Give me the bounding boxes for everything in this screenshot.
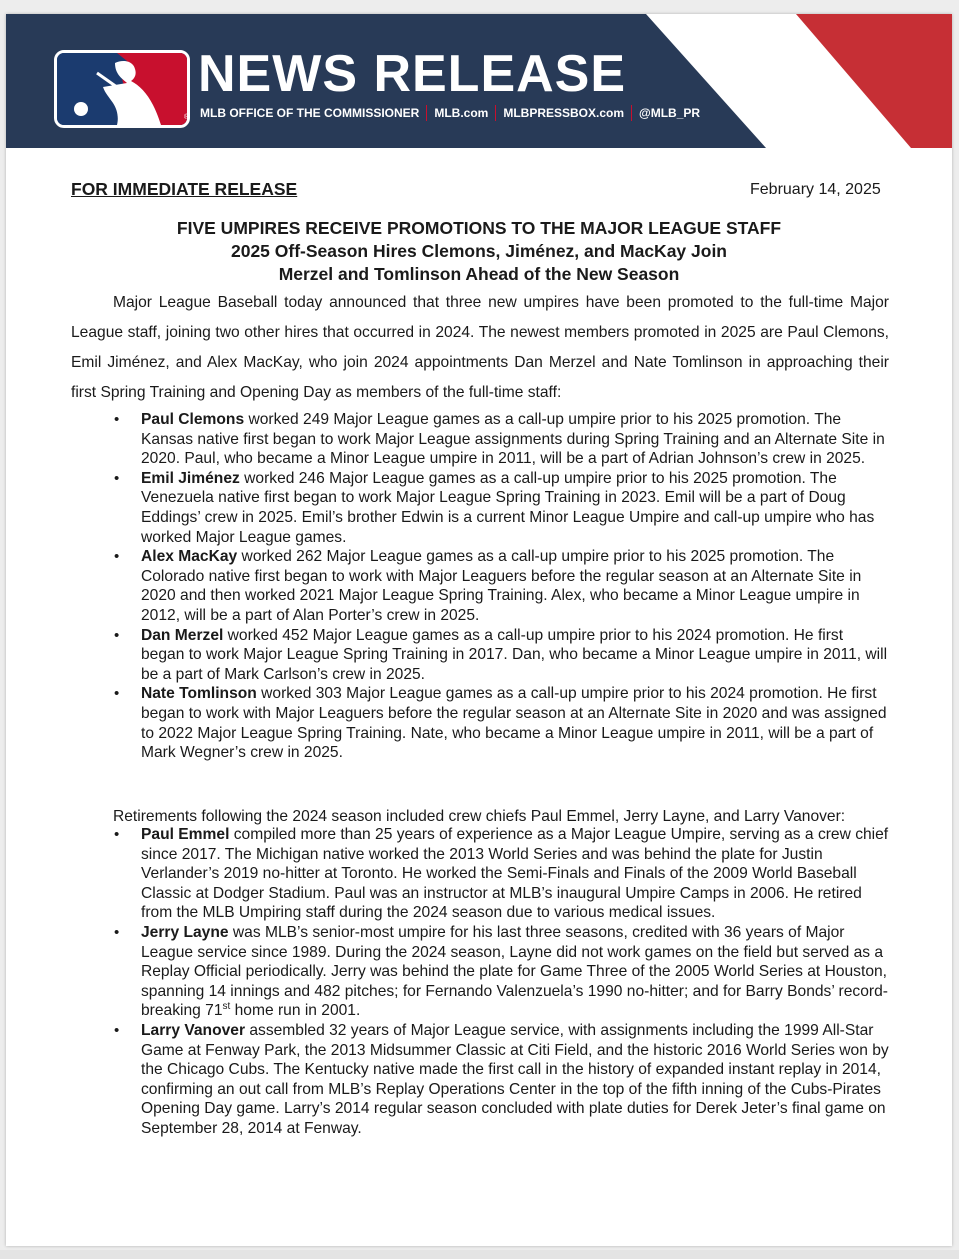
banner-title: NEWS RELEASE bbox=[198, 45, 627, 103]
bullet-icon: • bbox=[114, 1021, 120, 1039]
umpire-name: Jerry Layne bbox=[141, 923, 229, 941]
umpire-bio: worked 246 Major League games as a call-up umpire prior to his 2025 promotion. The Venezuela native first began to work Major League Spring Training in 2023. Emil will be a part of Doug Eddings’ crew in 2025. Emil’s brother Edwin is a current Minor League Umpire and call-up umpire who has worked Major League games. bbox=[141, 469, 875, 546]
list-item bbox=[71, 684, 889, 762]
document-page bbox=[6, 14, 952, 1246]
headline bbox=[6, 217, 952, 286]
intro-text: Major League Baseball today announced that three new umpires have been promoted to the full-time Major League staff, joining two other hires that occurred in 2024. The newest members promoted in 2025 are Paul Clemons, Emil Jiménez, and Alex MacKay, who join 2024 appointments Dan Merzel and Nate Tomlinson in approaching their first Spring Training and Opening Day as members of the full-time staff: bbox=[71, 294, 889, 401]
list-item bbox=[71, 469, 889, 547]
trademark-mark: ® bbox=[184, 114, 190, 121]
ordinal-suffix: st bbox=[222, 1001, 231, 1013]
mlb-logo bbox=[54, 50, 190, 128]
list-item bbox=[71, 626, 889, 685]
bullet-icon: • bbox=[114, 923, 120, 941]
intro-paragraph bbox=[71, 288, 889, 408]
news-release-banner bbox=[6, 14, 952, 148]
headline-line-2: 2025 Off-Season Hires Clemons, Jiménez, and MacKay Join bbox=[230, 241, 727, 261]
umpire-bio: was MLB’s senior-most umpire for his last three seasons, credited with 36 years of Major League service since 1989. During the 2024 season, Layne did not work games on the field but served as a Replay Official periodically. Jerry was behind the plate for Game Three of the 2005 World Series at Houston, spanning 14 innings and 482 pitches; for Fernando Valenzuela’s 1990 no-hitter; and for Barry Bonds’ record-breaking 71 bbox=[141, 923, 888, 1020]
bullet-icon: • bbox=[114, 685, 120, 703]
list-item bbox=[71, 1021, 889, 1139]
banner-links bbox=[200, 105, 700, 121]
bullet-icon: • bbox=[114, 411, 120, 428]
umpire-name: Dan Merzel bbox=[141, 626, 224, 644]
headline-line-1: FIVE UMPIRES RECEIVE PROMOTIONS TO THE MAJOR LEAGUE STAFF bbox=[176, 218, 782, 238]
umpire-bio: assembled 32 years of Major League service, with assignments including the 1999 All-Star Game at Fenway Park, the 2013 Midsummer Classic at Citi Field, and the historic 2016 World Series won by the Chicago Cubs. The Kentucky native made the first call in the history of expanded instant replay in 2014, confirming an out call from MLB’s Replay Operations Center in the top of the fifth inning of the Cubs-Pirates Opening Day game. Larry’s 2014 regular season concluded with plate duties for Derek Jeter’s final game on September 28, 2014 at Fenway. bbox=[141, 1021, 889, 1137]
list-item bbox=[71, 410, 889, 469]
banner-link-mlb[interactable]: MLB.com bbox=[434, 106, 489, 120]
umpire-bio: worked 249 Major League games as a call-up umpire prior to his 2025 promotion. The Kansas native first began to work Major League assignments during Spring Training and an Alternate Site in 2020. Paul, who became a Minor League umpire in 2011, will be a part of Adrian Johnson’s crew in 2025. bbox=[141, 411, 885, 468]
list-item bbox=[71, 825, 889, 923]
banner-link-commissioner[interactable]: MLB OFFICE OF THE COMMISSIONER bbox=[200, 106, 420, 120]
banner-link-divider bbox=[426, 105, 427, 121]
umpire-bio: worked 452 Major League games as a call-up umpire prior to his 2024 promotion. He first began to work Major League Spring Training in 2017. Dan, who became a Minor League umpire in 2011, will be a part of Mark Carlson’s crew in 2025. bbox=[141, 626, 888, 683]
umpire-name: Paul Emmel bbox=[141, 826, 230, 843]
promotions-list bbox=[71, 410, 889, 763]
umpire-name: Alex MacKay bbox=[141, 548, 238, 566]
banner-link-twitter[interactable]: @MLB_PR bbox=[639, 106, 701, 120]
umpire-name: Larry Vanover bbox=[141, 1021, 246, 1039]
next-page-edge bbox=[0, 1250, 959, 1259]
umpire-bio: compiled more than 25 years of experience as a Major League Umpire, serving as a crew chief since 2017. The Michigan native worked the 2013 World Series and was behind the plate for Justin Verlander’s 2019 no-hitter at Toronto. He worked the Semi-Finals and Finals of the 2009 World Baseball Classic at Dodger Stadium. Paul was an instructor at MLB’s inaugural Umpire Camps in 2006. He retired from the MLB Umpiring staff during the 2024 season due to various medical issues. bbox=[141, 826, 889, 922]
umpire-name: Nate Tomlinson bbox=[141, 685, 257, 703]
umpire-name: Paul Clemons bbox=[141, 411, 245, 428]
retirements-intro: Retirements following the 2024 season included crew chiefs Paul Emmel, Jerry Layne, and Larry Vanover: bbox=[113, 808, 846, 825]
umpire-bio-end: home run in 2001. bbox=[230, 1002, 361, 1020]
banner-link-divider bbox=[631, 105, 632, 121]
headline-line-3: Merzel and Tomlinson Ahead of the New Season bbox=[278, 264, 680, 284]
list-item bbox=[71, 923, 889, 1021]
banner-link-pressbox[interactable]: MLBPRESSBOX.com bbox=[503, 106, 625, 120]
umpire-bio: worked 262 Major League games as a call-up umpire prior to his 2025 promotion. The Colorado native first began to work with Major Leaguers before the regular season at an Alternate Site in 2020 and then worked 2021 Major League Spring Training. Alex, who became a Minor League umpire in 2012, will be a part of Alan Porter’s crew in 2025. bbox=[141, 548, 862, 624]
bullet-icon: • bbox=[114, 626, 120, 644]
release-date: February 14, 2025 bbox=[750, 181, 881, 198]
umpire-name: Emil Jiménez bbox=[141, 469, 240, 487]
list-item bbox=[71, 547, 889, 625]
retirements-list bbox=[71, 825, 889, 1139]
umpire-bio: worked 303 Major League games as a call-up umpire prior to his 2024 promotion. He first began to work with Major Leaguers before the regular season at an Alternate Site in 2020 and was assigned to 2022 Major League Spring Training. Nate, who became a Minor League umpire in 2011, will be a part of Mark Wegner’s crew in 2025. bbox=[141, 685, 887, 762]
banner-link-divider bbox=[495, 105, 496, 121]
release-label: FOR IMMEDIATE RELEASE bbox=[71, 179, 298, 199]
bullet-icon: • bbox=[114, 469, 120, 487]
bullet-icon: • bbox=[114, 826, 120, 843]
bullet-icon: • bbox=[114, 548, 120, 566]
